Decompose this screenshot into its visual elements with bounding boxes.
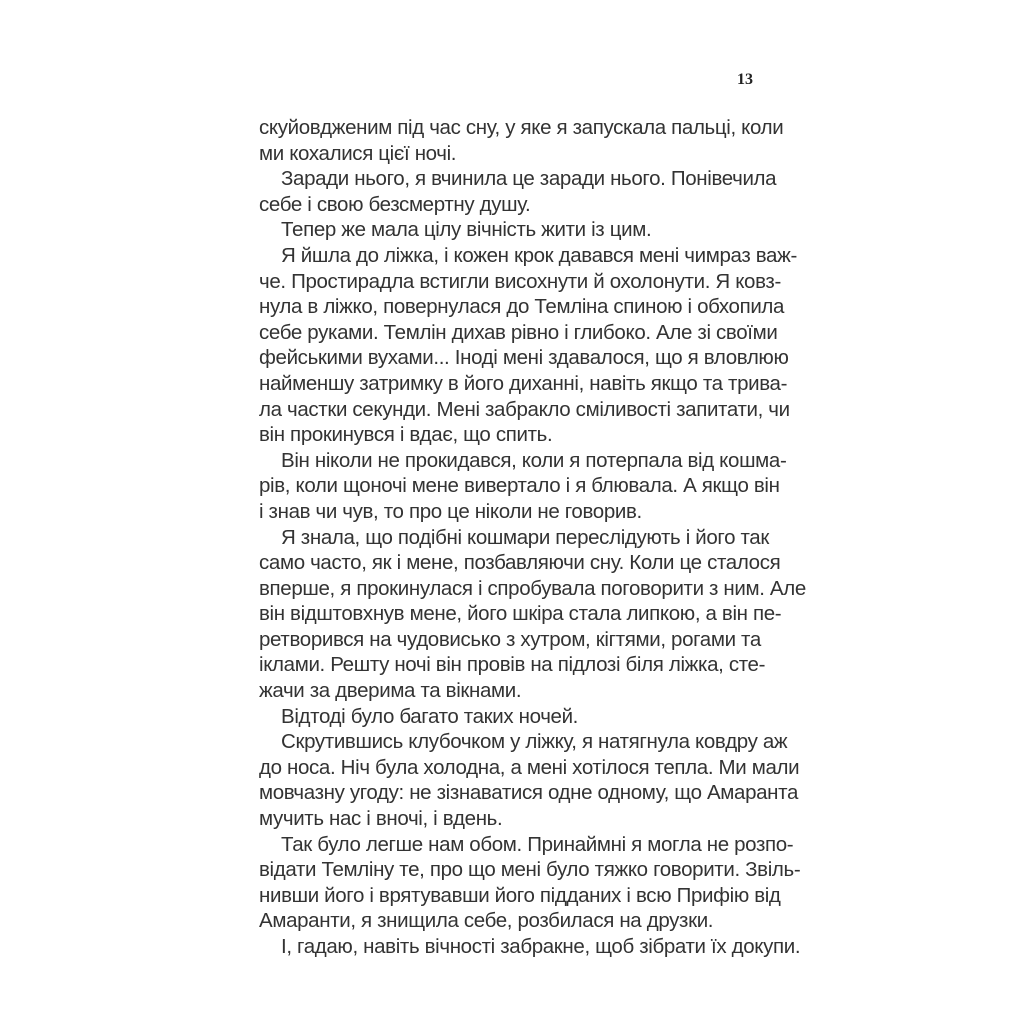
text-line: че. Простирадла встигли висохнути й охолонути. Я ковз- [259,269,781,293]
text-line: найменшу затримку в його диханні, навіть якщо та трива- [259,371,788,395]
text-line: він прокинувся і вдає, що спить. [259,423,553,447]
text-line: ла частки секунди. Мені забракло сміливості запитати, чи [259,397,790,421]
text-line: мовчазну угоду: не зізнаватися одне одному, що Амаранта [259,781,799,805]
paragraph [259,166,777,217]
paragraph [259,934,801,960]
paragraph [259,115,784,166]
paragraph [259,217,753,243]
body-text [259,115,806,960]
text-line: Скрутившись клубочком у ліжку, я натягнула ковдру аж [281,730,788,754]
page-number: 13 [737,71,753,88]
text-line: себе і свою безсмертну душу. [259,192,531,216]
text-line: рів, коли щоночі мене вивертало і я блювала. А якщо він [259,474,780,498]
text-line: Тепер же мала цілу вічність жити із цим. [281,218,652,242]
text-line: іклами. Решту ночі він провів на підлозі біля ліжка, сте- [259,653,766,677]
text-line: вперше, я прокинулася і спробувала поговорити з ним. Але [259,576,806,600]
text-line: фейськими вухами... Іноді мені здавалося, що я вловлюю [259,346,789,370]
paragraph [259,525,806,704]
text-line: Заради нього, я вчинила це заради нього. Понівечила [281,167,777,191]
text-line: він відштовхнув мене, його шкіра стала липкою, а він пе- [259,602,782,626]
text-line: відати Темліну те, про що мені було тяжко говорити. Звіль- [259,858,801,882]
text-line: ретворився на чудовисько з хутром, кігтями, рогами та [259,627,761,651]
text-line: Амаранти, я знищила себе, розбилася на друзки. [259,909,714,933]
text-line: і знав чи чув, то про це ніколи не говорив. [259,499,642,523]
text-line: І, гадаю, навіть вічності забракне, щоб зібрати їх докупи. [281,935,801,958]
paragraph [259,704,753,730]
text-line: Він ніколи не прокидався, коли я потерпала від кошма- [281,448,787,472]
text-line: жачи за дверима та вікнами. [259,679,522,703]
text-line: себе руками. Темлін дихав рівно і глибоко. Але зі своїми [259,320,778,344]
paragraph [259,729,800,831]
text-line: нивши його і врятувавши його підданих і всю Прифію від [259,883,781,907]
text-line: до носа. Ніч була холодна, а мені хотілося тепла. Ми мали [259,755,800,779]
paragraph [259,832,801,934]
text-line: само часто, як і мене, позбавляючи сну. Коли це сталося [259,551,781,575]
text-line: Я йшла до ліжка, і кожен крок давався мені чимраз важ- [281,243,797,267]
text-line: Відтоді було багато таких ночей. [281,704,579,728]
paragraph [259,243,797,448]
text-line: скуйовдженим під час сну, у яке я запускала пальці, коли [259,116,784,139]
text-line: мучить нас і вночі, і вдень. [259,807,503,831]
text-line: нула в ліжко, повернулася до Темліна спиною і обхопила [259,295,785,319]
text-line: Так було легше нам обом. Принаймні я могла не розпо- [281,832,794,856]
text-line: ми кохалися цієї ночі. [259,141,457,165]
paragraph [259,448,787,525]
text-line: Я знала, що подібні кошмари переслідують і його так [281,525,769,549]
